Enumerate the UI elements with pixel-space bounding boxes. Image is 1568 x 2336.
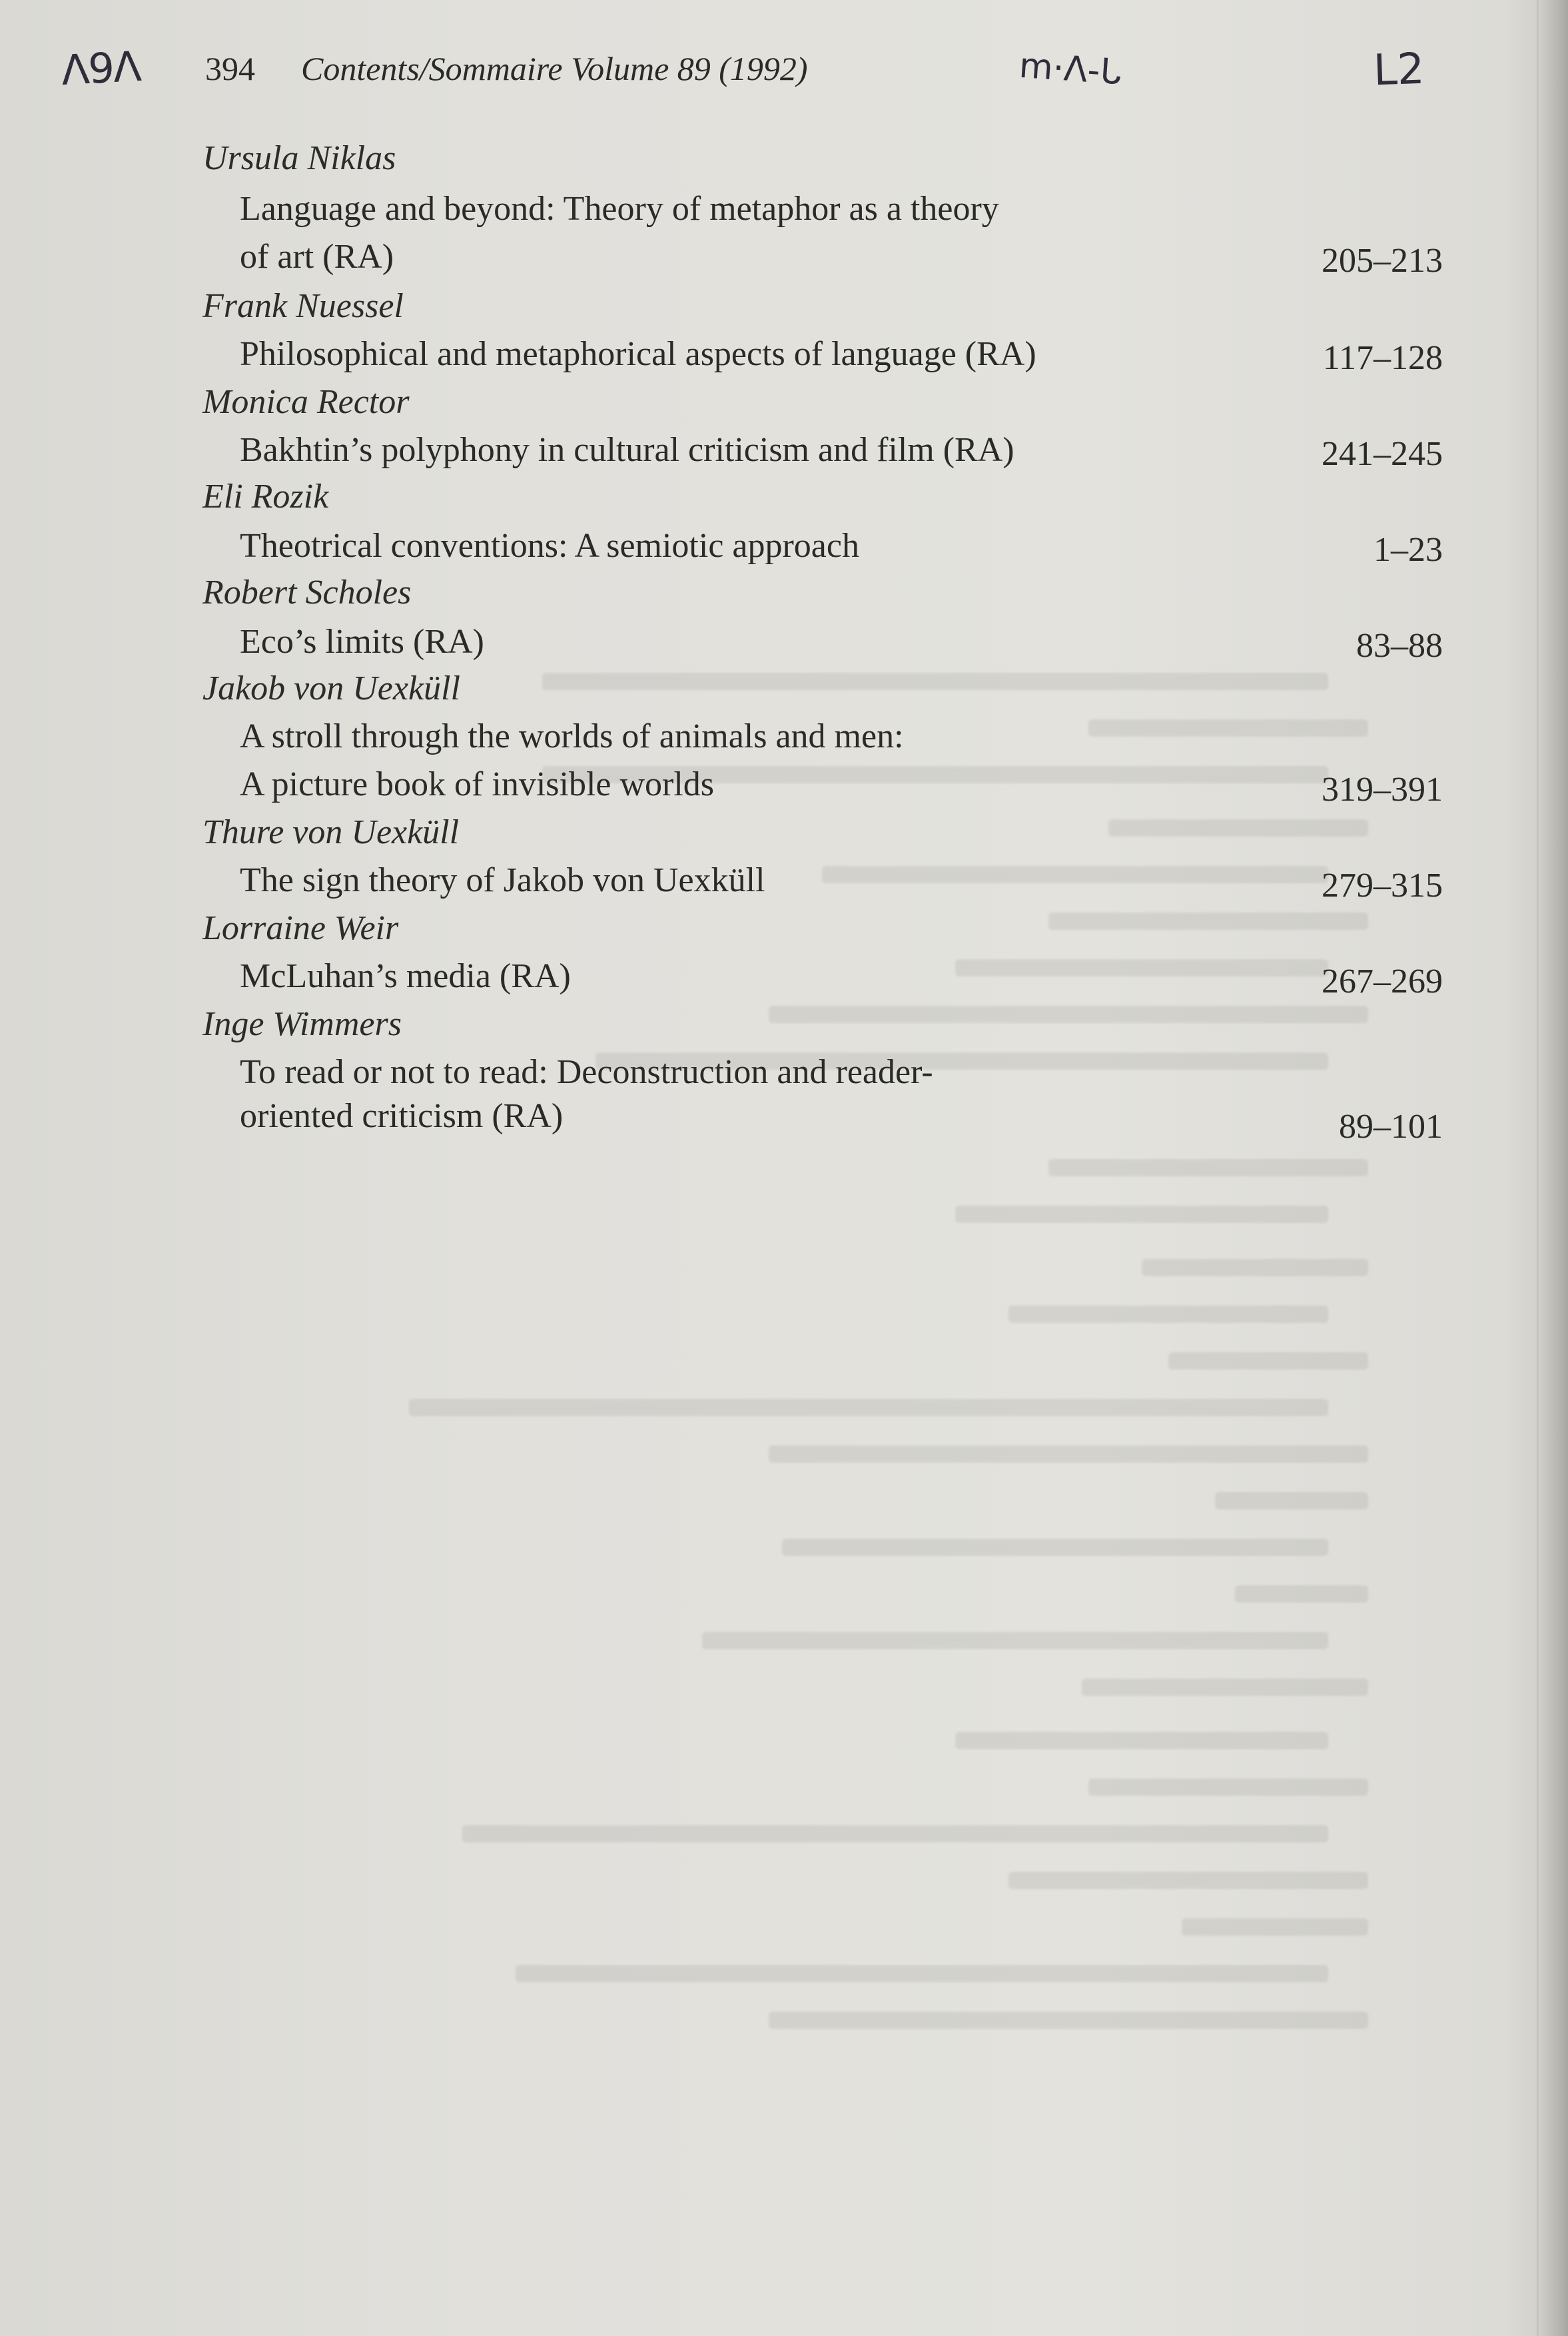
entry-title-line: Theotrical conventions: A semiotic approach [240,527,859,565]
entry-title-line: Bakhtin’s polyphony in cultural criticism and film (RA) [240,431,1014,469]
entry-title-line: Eco’s limits (RA) [240,623,484,661]
entry-title-line: McLuhan’s media (RA) [240,957,571,995]
running-title: Contents/Sommaire Volume 89 (1992) [301,50,808,87]
page-number: 394 [205,50,255,87]
entry-pages: 205–213 [1322,242,1443,280]
entry-author: Jakob von Uexküll [202,669,460,707]
entry-author: Thure von Uexküll [202,813,460,851]
entry-title-line: Language and beyond: Theory of metaphor as a theory [240,190,999,228]
entry-title-line: Philosophical and metaphorical aspects of language (RA) [240,335,1036,373]
entry-pages: 241–245 [1322,435,1443,473]
entry-pages: 1–23 [1373,531,1443,569]
handwritten-annotation-middle: m·ᐱ-ᒐ [1018,45,1124,93]
page-edge-shadow [1540,0,1568,2336]
handwritten-annotation-left: ᐱ9ᐱ [60,41,142,95]
entry-author: Lorraine Weir [202,909,399,947]
binding-shadow-line [1537,0,1539,2336]
entry-title-line: A picture book of invisible worlds [240,765,715,803]
entry-pages: 83–88 [1356,627,1443,665]
entry-pages: 279–315 [1322,867,1443,905]
page-header [0,40,1568,100]
entry-author: Frank Nuessel [202,287,404,325]
entry-author: Inge Wimmers [202,1005,402,1043]
entry-title-line: A stroll through the worlds of animals and men: [240,717,904,755]
entry-title-line: of art (RA) [240,238,394,276]
entry-author: Eli Rozik [202,478,329,516]
entry-pages: 267–269 [1322,963,1443,1000]
entry-pages: 89–101 [1339,1108,1443,1146]
handwritten-annotation-right: L2 [1372,44,1425,96]
entry-title-line: To read or not to read: Deconstruction and reader- [240,1053,933,1091]
entry-pages: 319–391 [1322,771,1443,809]
entry-title-line: oriented criticism (RA) [240,1097,564,1135]
entry-pages: 117–128 [1322,339,1443,377]
entry-title-line: The sign theory of Jakob von Uexküll [240,861,765,899]
entry-author: Monica Rector [202,383,410,421]
entry-author: Robert Scholes [202,574,412,611]
entry-author: Ursula Niklas [202,139,396,177]
